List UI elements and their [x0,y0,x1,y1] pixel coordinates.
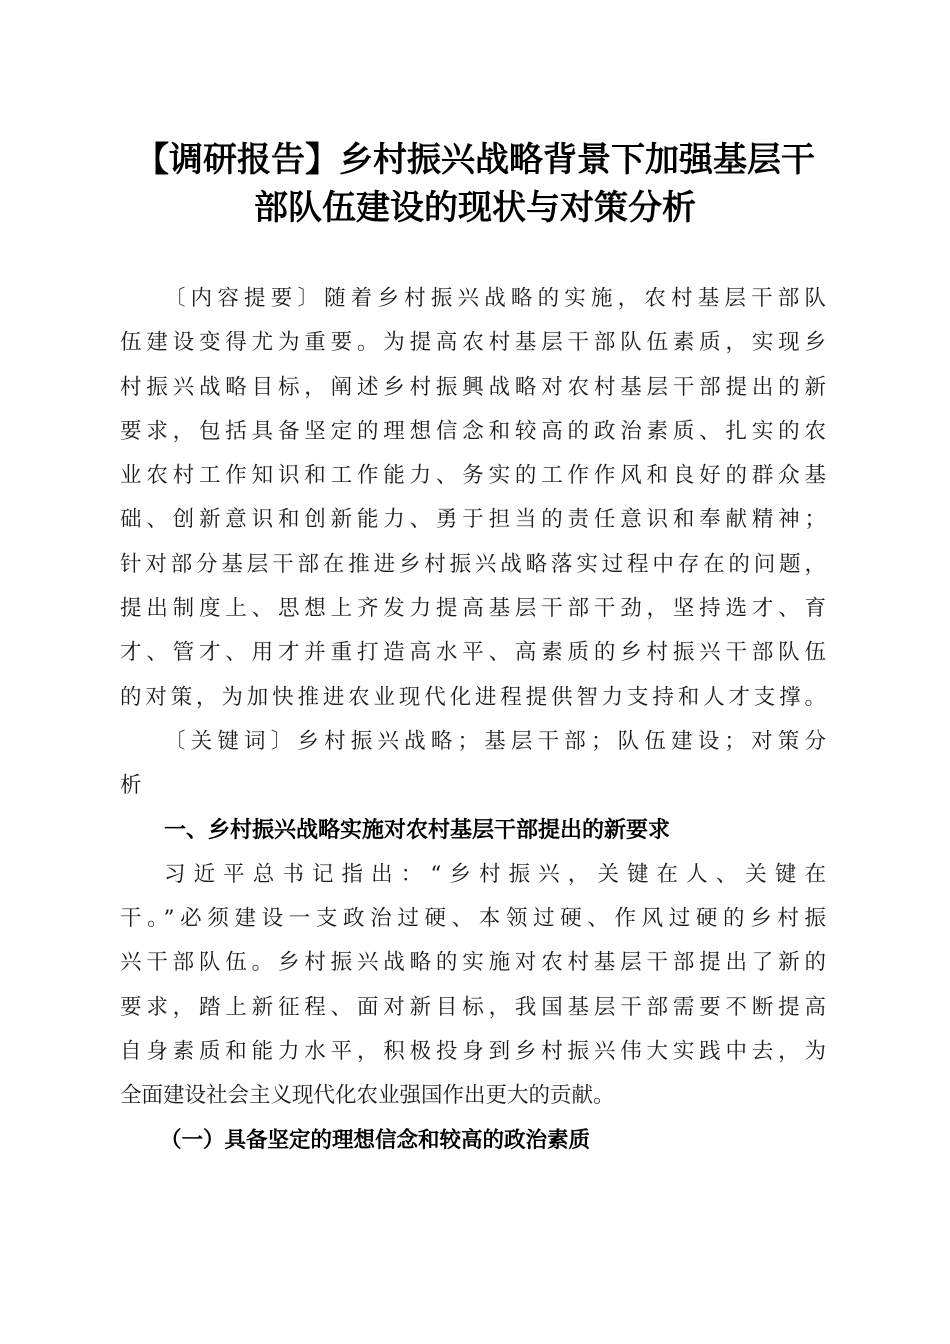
abstract-paragraph [120,277,826,720]
title-line-2: 部队伍建设的现状与对策分析 [254,188,696,228]
keywords-line: 析 [120,773,142,799]
abstract-line: 伍建设变得尤为重要。为提高农村基层干部队伍素质，实现乡 [120,330,826,356]
subsection-heading: （一）具备坚定的理想信念和较高的政治素质 [160,1127,591,1153]
abstract-line: 础、创新意识和创新能力、勇于担当的责任意识和奉献精神； [120,507,826,533]
abstract-line: 提出制度上、思想上齐发力提高基层干部干劲，坚持选才、育 [120,596,826,622]
abstract-line: 针对部分基层干部在推进乡村振兴战略落实过程中存在的问题， [120,551,826,577]
keywords-line: 〔关键词〕乡村振兴战略；基层干部；队伍建设；对策分 [164,728,826,754]
paragraph-line: 干。”必须建设一支政治过硬、本领过硬、作风过硬的乡村振 [120,906,826,932]
paragraph-line: 全面建设社会主义现代化农业强国作出更大的贡献。 [120,1083,615,1109]
keywords-paragraph [120,720,826,809]
paragraph-line: 自身素质和能力水平，积极投身到乡村振兴伟大实践中去，为 [120,1039,826,1065]
abstract-line: 业农村工作知识和工作能力、务实的工作作风和良好的群众基 [120,463,826,489]
document-body [120,277,826,1163]
abstract-line: 村振兴战略目标，阐述乡村振興战略对农村基层干部提出的新 [120,374,826,400]
abstract-line: 的对策，为加快推进农业现代化进程提供智力支持和人才支撑。 [120,684,826,710]
paragraph-line: 习近平总书记指出：“乡村振兴，关键在人、关键在 [164,861,826,887]
title-line-1: 【调研报告】乡村振兴战略背景下加强基层干 [135,140,815,180]
paragraph-line: 兴干部队伍。乡村振兴战略的实施对农村基层干部提出了新的 [120,950,826,976]
paragraph-line: 要求，踏上新征程、面对新目标，我国基层干部需要不断提高 [120,994,826,1020]
abstract-line: 要求，包括具备坚定的理想信念和较高的政治素质、扎实的农 [120,418,826,444]
section-heading: 一、乡村振兴战略实施对农村基层干部提出的新要求 [164,817,671,843]
abstract-line: 才、管才、用才并重打造高水平、高素质的乡村振兴干部队伍 [120,640,826,666]
abstract-line: 〔内容提要〕随着乡村振兴战略的实施，农村基层干部队 [164,286,826,311]
section-paragraph [120,853,826,1119]
document-title [100,136,850,232]
